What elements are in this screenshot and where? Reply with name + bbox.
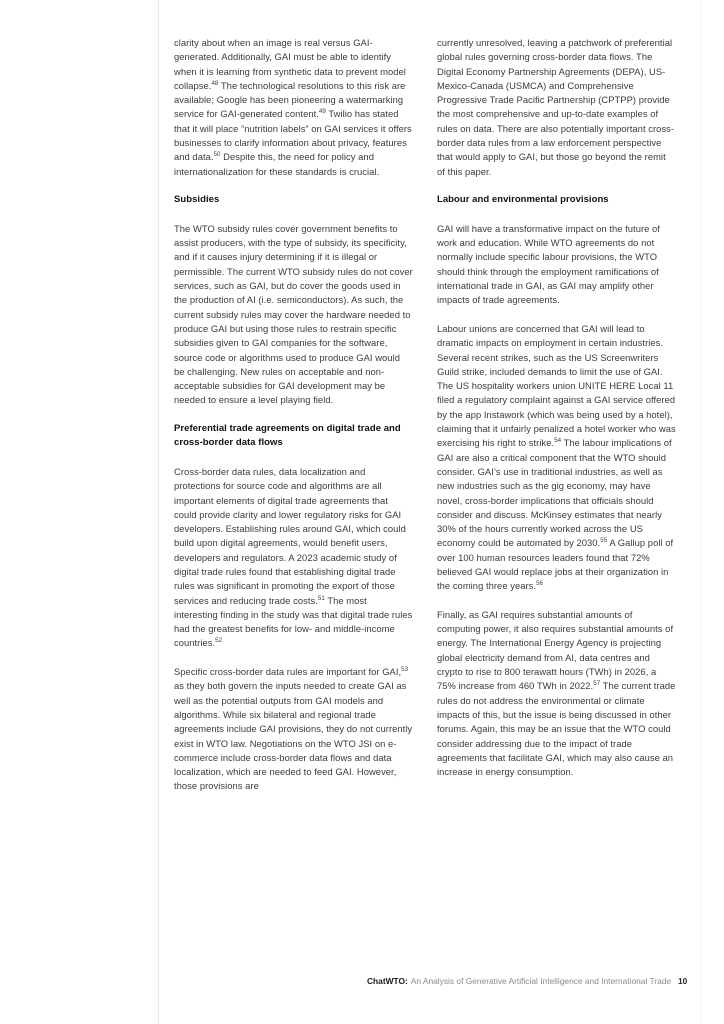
text-column-left bbox=[174, 36, 413, 836]
footer-page-number: 10 bbox=[678, 976, 688, 986]
footnote-reference: 49 bbox=[318, 108, 326, 116]
page-edge-right-rule bbox=[700, 0, 701, 1024]
heading-labour-environmental-provisions: Labour and environmental provisions bbox=[437, 194, 609, 206]
text-column-right bbox=[437, 36, 676, 836]
paragraph-labour-unions: Labour unions are concerned that GAI will lead to dramatic impacts on employment in certain industries. Several recent strikes, such as the US Screenwriters Guild strike, included demands to limit the use of GAI. The US hospitality workers union UNITE HERE Local 11 filed a regulatory complaint against a GAI service offered by the app Instawork (which was being used by a hotel), claiming that it unfairly penalized a hotel worker who was exercising his right to strike.$^{54}$ The labour implications of GAI are also a critical component that the WTO should consider. GAI’s use in traditional industries, as well as new industries such as the gig economy, may have novel, cross-border implications that officials should consider and discuss. McKinsey estimates that nearly 30% of the hours currently worked across the US economy could be automated by 2030.55 A Gallup poll of over 100 human resources leaders found that 72% believed GAI would replace jobs at their organization in the coming three years.$^{56}$ bbox=[437, 322, 676, 592]
footer-brand-label: ChatWTO: bbox=[367, 976, 408, 986]
footnote-reference: 53 bbox=[401, 665, 409, 673]
paragraph-patchwork-rules: currently unresolved, leaving a patchwork of preferential global rules governing cross-border data flows. The Digital Economy Partnership Agreements (DEPA), US-Mexico-Canada (USMCA) and Comprehensive Progressive Trade Pacific Partnership (CPTPP) provide the most comprehensive and up-to-date examples of rules on data. There are also potentially important cross-border data rules from a law enforcement perspective that would apply to GAI, but those go beyond the remit of this paper. bbox=[437, 37, 675, 177]
footnote-reference: 57 bbox=[593, 680, 601, 688]
paragraph-watermarking: clarity about when an image is real versus GAI-generated. Additionally, GAI must be able to identify when it is learning from synthetic data to prevent model collapse.$^{48}$ The technological resolutions to this risk are available; Google has been pioneering a watermarking service for GAI-generated content.$^{49}$ Twilio has stated that it will place “nutrition labels” on GAI services it offers businesses to clarify information about privacy, features and data.$^{50}$ Despite this, the need for policy and internationalization for these standards is crucial. bbox=[174, 37, 412, 177]
heading-preferential-trade-agreements: Preferential trade agreements on digital trade and cross-border data flows bbox=[174, 423, 401, 449]
footnote-reference: 48 bbox=[211, 79, 219, 87]
paragraph-digital-trade-rules: Cross-border data rules, data localization and protections for source code and algorithms are all important elements of digital trade agreements that could provide clarity and lower regulatory risks for GAI developers. Establishing rules around GAI, which could build upon digital agreements, would benefit users, developers and regulators. A 2023 academic study of digital trade rules found that establishing digital trade rules was significant in promoting the export of those services and reducing trade costs.$^{51}$ The most interesting finding in the study was that digital trade rules had the greatest benefits for low- and middle-income countries.$^{52}$ bbox=[174, 465, 413, 649]
two-column-text-body bbox=[174, 36, 694, 836]
page-edge-left-rule bbox=[158, 0, 159, 1024]
footer-title-label: An Analysis of Generative Artificial Intelligence and International Trade bbox=[410, 976, 672, 986]
footnote-reference: 56 bbox=[536, 580, 544, 588]
paragraph-transformative-impact: GAI will have a transformative impact on the future of work and education. While WTO agreements do not normally include specific labour provisions, the WTO should think through the employment ramifications of international trade in GAI, as GAI may amplify other impacts of trade agreements. bbox=[437, 222, 660, 306]
footnote-reference: 50 bbox=[213, 151, 221, 159]
footnote-reference: 51 bbox=[317, 594, 325, 602]
heading-subsidies: Subsidies bbox=[174, 194, 220, 206]
footnote-reference: 52 bbox=[215, 637, 223, 645]
paragraph-cross-border-data-rules: Specific cross-border data rules are important for GAI,$^{53}$ as they both govern the inputs needed to create GAI as well as the potential outputs from GAI models and algorithms. While six bilateral and regional trade agreements include GAI provisions, they do not currently exist in WTO law. Negotiations on the WTO JSI on e-commerce include cross-border data flows and data localization, which are needed to feed GAI. However, those provisions are bbox=[174, 665, 413, 792]
footnote-reference: 54 bbox=[554, 437, 562, 445]
paragraph-energy-consumption: Finally, as GAI requires substantial amounts of computing power, it also requires substantial amounts of energy. The International Energy Agency is projecting global electricity demand from AI, data centres and crypto to rise to 800 terawatt hours (TWh) in 2026, a 75% increase from 460 TWh in 2022.57 The current trade rules do not address the environmental or climate impacts of this, but the issue is being discussed in other forums. Again, this may be an issue that the WTO could consider addressing due to the impact of trade agreements that facilitate GAI, which may also cause an increase in energy consumption. bbox=[437, 608, 676, 778]
page-footer bbox=[367, 975, 697, 991]
footnote-reference: 55 bbox=[600, 537, 608, 545]
paragraph-subsidies: The WTO subsidy rules cover government benefits to assist producers, with the type of subsidy, its specificity, and if it causes injury determining if it is illegal or permissible. The current WTO subsidy rules do not cover services, such as GAI, but do cover the goods used in the production of AI (i.e. semiconductors). As such, the current subsidy rules may cover the hardware needed to produce GAI but using those rules to restrain specific subsidies given to GAI companies for the software, source code or algorithms used to produce GAI would be challenging. New rules on acceptable and non-acceptable subsidies for GAI development may be needed to ensure a level playing field. bbox=[174, 222, 413, 406]
